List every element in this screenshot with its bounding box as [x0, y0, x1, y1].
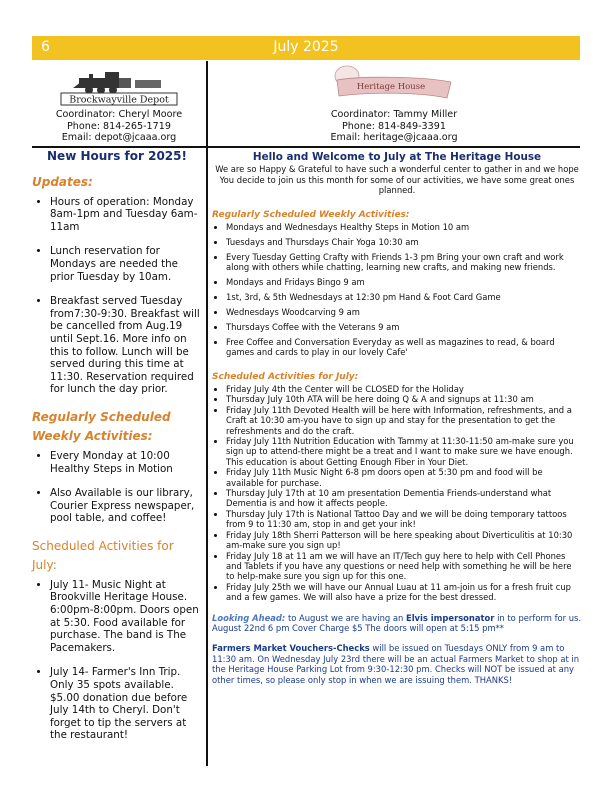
- right-weekly-list: [212, 222, 582, 358]
- left-scheduled-heading: Scheduled Activities for July:: [32, 538, 174, 572]
- brockway-coordinator: Coordinator: Cheryl Moore: [55, 109, 183, 120]
- left-weekly-list: [32, 450, 202, 525]
- brockway-column: [32, 150, 202, 754]
- heritage-email: Email: heritage@jcaaa.org: [330, 132, 458, 144]
- updates-heading: Updates:: [32, 174, 93, 189]
- list-item: • Friday July 11th Music Night 6-8 pm doors open at 5:30 pm and food will be available for purchase.: [226, 467, 582, 488]
- list-item: • Also Available is our library, Courier Express newspaper, pool table, and coffee!: [50, 487, 202, 525]
- list-item: • Every Tuesday Getting Crafty with Friends 1-3 pm Bring your own craft and work along with others while chatting, learning new crafts, and making new friends.: [226, 252, 582, 273]
- left-weekly-heading: Regularly Scheduled Weekly Activities:: [32, 409, 171, 443]
- brockway-header: [32, 62, 206, 144]
- list-item: • Friday July 18 at 11 am we will have an IT/Tech guy here to help with Cell Phones and Tablets if you have any questions or need help with something he will be here to help-make sure you sign up for this one.: [226, 551, 582, 582]
- left-header-divider: [32, 146, 206, 148]
- farmers-market-label: Farmers Market Vouchers-Checks: [212, 643, 370, 654]
- list-item: • Every Monday at 10:00 Healthy Steps in Motion: [50, 450, 202, 475]
- right-weekly-heading: Regularly Scheduled Weekly Activities:: [212, 209, 410, 220]
- heritage-header: [208, 62, 580, 144]
- left-title: New Hours for 2025!: [47, 149, 187, 163]
- list-item: • Free Coffee and Conversation Everyday as well as magazines to read, & board games and cards to play in our lovely Cafe': [226, 337, 582, 358]
- looking-ahead-note: [212, 613, 582, 634]
- brockway-email: Email: depot@jcaaa.org: [61, 132, 177, 144]
- heritage-column: [212, 152, 582, 693]
- column-divider: [206, 61, 208, 766]
- list-item: • Wednesdays Woodcarving 9 am: [226, 307, 582, 317]
- list-item: • Thursdays Coffee with the Veterans 9 am: [226, 322, 582, 332]
- farmers-market-note: [212, 643, 582, 685]
- list-item: • Lunch reservation for Mondays are needed the prior Tuesday by 10am.: [50, 245, 202, 283]
- elvis-highlight: Elvis impersonator: [405, 612, 495, 623]
- page-number: 6: [41, 39, 50, 55]
- train-depot-logo: [59, 64, 179, 106]
- list-item: • July 11- Music Night at Brookville Heritage House. 6:00pm-8:00pm. Doors open at 5:30. Food available for purchase. The band is The Pacemakers.: [50, 579, 202, 655]
- list-item: • Friday July 11th Nutrition Education with Tammy at 11:30-11:50 am-make sure you sign up to attend-there might be a treat and I want to make sure we have enough. This education is about Getting Enough Fiber in Your Diet.: [226, 436, 582, 467]
- heritage-logo-text: Heritage House: [356, 82, 426, 92]
- right-intro: We are so Happy & Grateful to have such a wonderful center to gather in and we hope You decide to join us this month for some of our activities, we have some great ones planned.: [215, 164, 579, 196]
- heritage-phone: Phone: 814-849-3391: [342, 120, 446, 132]
- right-scheduled-list: [212, 384, 582, 603]
- right-header-divider: [208, 146, 580, 148]
- heritage-coordinator: Coordinator: Tammy Miller: [330, 109, 458, 120]
- right-scheduled-heading: Scheduled Activities for July:: [212, 371, 359, 382]
- list-item: • Hours of operation: Monday 8am-1pm and Tuesday 6am-11am: [50, 196, 202, 234]
- list-item: • Mondays and Wednesdays Healthy Steps in Motion 10 am: [226, 222, 582, 232]
- list-item: • 1st, 3rd, & 5th Wednesdays at 12:30 pm Hand & Foot Card Game: [226, 292, 582, 302]
- right-title: Hello and Welcome to July at The Heritage House: [252, 151, 542, 163]
- brockway-phone: Phone: 814-265-1719: [67, 120, 171, 132]
- looking-ahead-label: Looking Ahead:: [212, 612, 286, 623]
- list-item: • July 14- Farmer's Inn Trip. Only 35 spots available. $5.00 donation due before July 14th to Cheryl. Don't forget to tip the servers at the restaurant!: [50, 666, 202, 742]
- farmers-market-text: will be issued on Tuesdays ONLY from 9 am to 11:30 am. On Wednesday July 23rd there will be an actual Farmers Market to shop at in the Heritage House Parking Lot from 9:30-12:30 pm. Checks will NOT be issued at any other times, so please only stop in when we are issuing them. THANKS!: [212, 643, 580, 685]
- list-item: • Thursday July 10th ATA will be here doing Q & A and signups at 11:30 am: [226, 394, 582, 404]
- list-item: • Friday July 18th Sherri Patterson will be here speaking about Diverticulitis at 10:30 am-make sure you sign up!: [226, 530, 582, 551]
- depot-logo-text: Brockwayville Depot: [69, 94, 169, 106]
- page-banner: [32, 36, 580, 60]
- list-item: • Tuesdays and Thursdays Chair Yoga 10:30 am: [226, 237, 582, 247]
- looking-ahead-post: in to perform for us. August 22nd 6 pm Cover Charge $5 The doors will open at 5:15 pm**: [212, 612, 582, 633]
- list-item: • Thursday July 17th at 10 am presentation Dementia Friends-understand what Dementia is and how it affects people.: [226, 488, 582, 509]
- heritage-house-logo: [329, 64, 459, 106]
- issue-month: July 2025: [273, 39, 339, 55]
- list-item: • Breakfast served Tuesday from7:30-9:30. Breakfast will be cancelled from Aug.19 until Sept.16. More info on this to follow. Lunch will be served during this time at 11:30. Reservation required for lunch the day prior.: [50, 295, 202, 396]
- left-scheduled-list: [32, 579, 202, 742]
- list-item: • Thursday July 17th is National Tattoo Day and we will be doing temporary tattoos from 9 to 11:30 am, stop in and get your ink!: [226, 509, 582, 530]
- list-item: • Mondays and Fridays Bingo 9 am: [226, 277, 582, 287]
- list-item: • Friday July 4th the Center will be CLOSED for the Holiday: [226, 384, 582, 394]
- list-item: • Friday July 25th we will have our Annual Luau at 11 am-join us for a fresh fruit cup and a few games. We will also have a prize for the best dressed.: [226, 582, 582, 603]
- list-item: • Friday July 11th Devoted Health will be here with Information, refreshments, and a Craft at 10:30 am-you have to sign up and stay for the presentation to get the refreshments and do the craft.: [226, 405, 582, 436]
- looking-ahead-pre: to August we are having an: [285, 612, 406, 623]
- updates-list: [32, 196, 202, 396]
